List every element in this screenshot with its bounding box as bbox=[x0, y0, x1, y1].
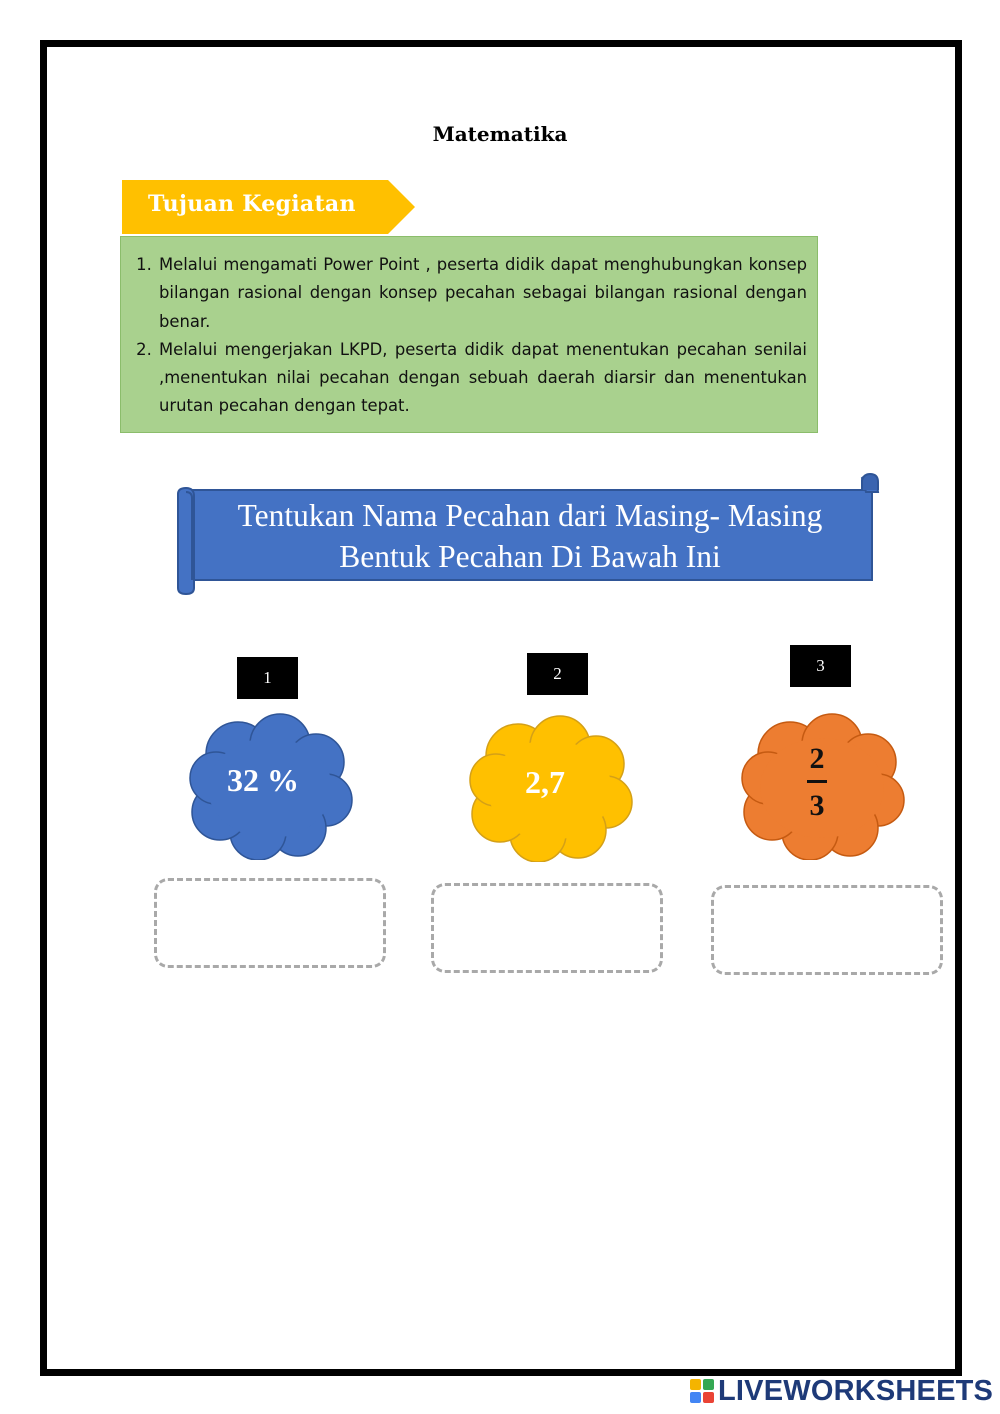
answer-input-1[interactable] bbox=[154, 878, 386, 968]
goal-item: 2. Melalui mengerjakan LKPD, peserta didik dapat menentukan pecahan senilai ,menentukan nilai pecahan dengan sebuah daerah diarsir dan menentukan urutan pecahan dengan tepat. bbox=[157, 336, 807, 421]
question-number-1: 1 bbox=[237, 657, 298, 699]
goal-list bbox=[121, 237, 817, 421]
fraction-numerator: 2 bbox=[809, 742, 825, 775]
question-value-3 bbox=[797, 742, 837, 823]
question-value-2: 2,7 bbox=[525, 764, 565, 800]
fraction-denominator: 3 bbox=[809, 789, 825, 822]
instruction-text bbox=[190, 495, 870, 577]
question-number-3: 3 bbox=[790, 645, 851, 687]
goal-item: 1. Melalui mengamati Power Point , peserta didik dapat menghubungkan konsep bilangan rasional dengan konsep pecahan sebagai bilangan rasional dengan benar. bbox=[157, 251, 807, 336]
fraction-bar bbox=[807, 780, 827, 783]
brand-logo bbox=[690, 1376, 993, 1406]
subject-title: Matematika bbox=[432, 122, 568, 146]
instruction-line-2: Bentuk Pecahan Di Bawah Ini bbox=[339, 539, 721, 574]
instruction-line-1: Tentukan Nama Pecahan dari Masing- Masing bbox=[237, 498, 823, 533]
answer-input-2[interactable] bbox=[431, 883, 663, 973]
goal-box bbox=[120, 236, 818, 433]
question-value-1: 32 % bbox=[227, 762, 299, 798]
answer-input-3[interactable] bbox=[711, 885, 943, 975]
brand-grid-icon bbox=[690, 1379, 714, 1403]
brand-name: LIVEWORKSHEETS bbox=[718, 1374, 994, 1407]
question-number-2: 2 bbox=[527, 653, 588, 695]
goal-title: Tujuan Kegiatan bbox=[148, 191, 356, 217]
